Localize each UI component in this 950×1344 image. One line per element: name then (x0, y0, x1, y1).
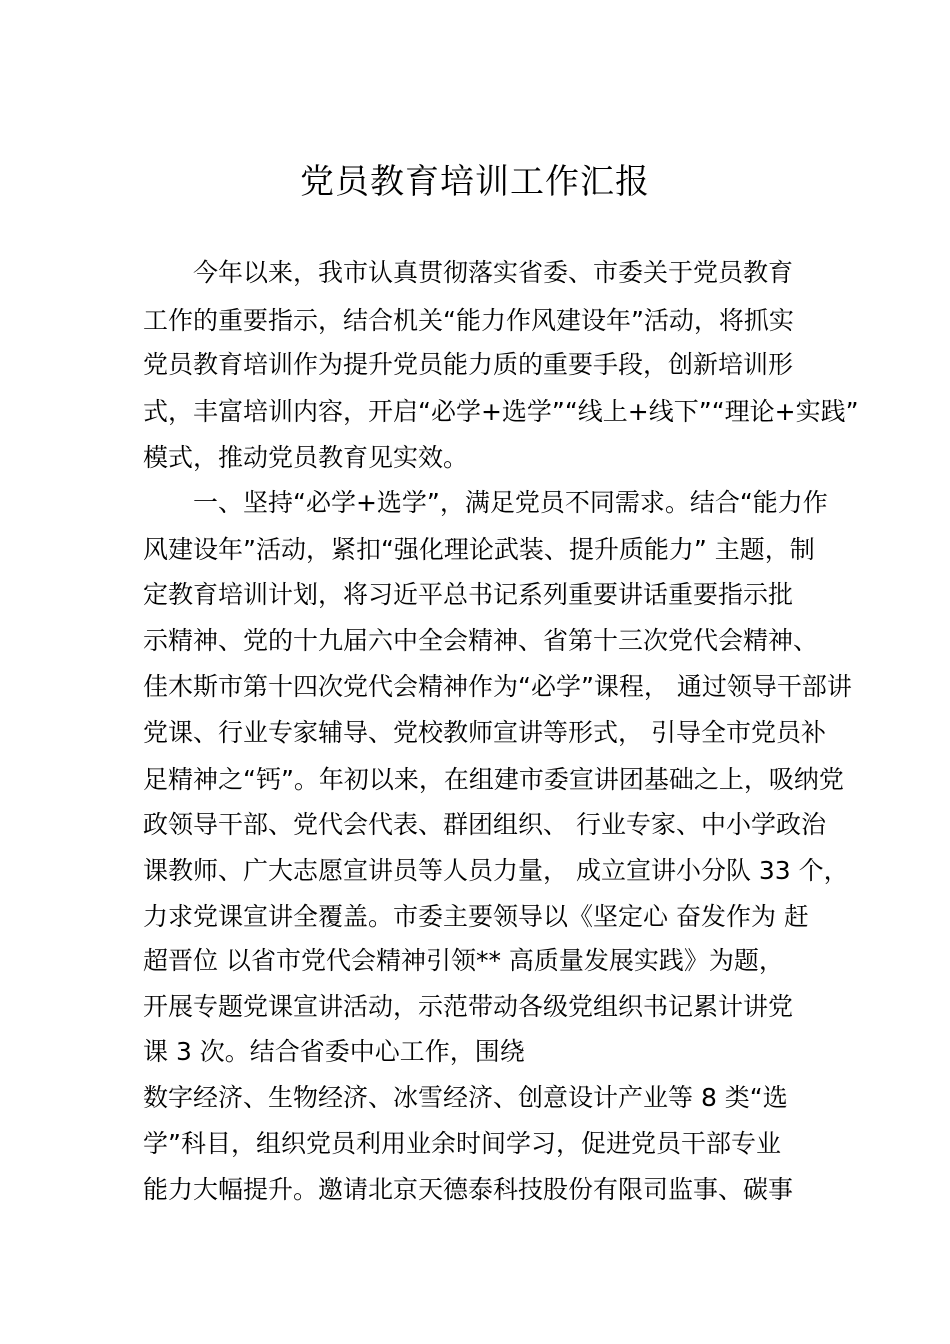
body-line-17: 开展专题党课宣讲活动，示范带动各级党组织书记累计讲党 (143, 992, 794, 1021)
body-line-9: 示精神、党的十九届六中全会精神、省第十三次党代会精神、 (143, 626, 819, 655)
body-line-13: 政领导干部、党代会代表、群团组织、 行业专家、中小学政治 (143, 810, 826, 839)
body-line-1: 今年以来，我市认真贯彻落实省委、市委关于党员教育 (193, 258, 794, 287)
body-line-2: 工作的重要指示，结合机关“能力作风建设年”活动，将抓实 (143, 306, 794, 335)
body-line-11: 党课、行业专家辅导、党校教师宣讲等形式， 引导全市党员补 (143, 718, 826, 747)
body-line-21: 能力大幅提升。邀请北京天德泰科技股份有限司监事、碳事 (143, 1175, 794, 1204)
body-line-7: 风建设年”活动，紧扣“强化理论武装、提升质能力” 主题，制 (143, 535, 815, 564)
body-line-4: 式，丰富培训内容，开启“必学+选学”“线上+线下”“理论+实践” (143, 397, 859, 426)
body-line-18: 课 3 次。结合省委中心工作，围绕 (143, 1037, 525, 1066)
body-line-10: 佳木斯市第十四次党代会精神作为“必学”课程， 通过领导干部讲 (143, 672, 852, 701)
body-line-5: 模式，推动党员教育见实效。 (143, 443, 469, 472)
body-line-3: 党员教育培训作为提升党员能力质的重要手段，创新培训形 (143, 350, 794, 379)
body-line-15: 力求党课宣讲全覆盖。市委主要领导以《坚定心 奋发作为 赶 (143, 902, 809, 931)
body-line-6: 一、坚持“必学+选学”，满足党员不同需求。结合“能力作 (193, 488, 828, 517)
body-line-14: 课教师、广大志愿宣讲员等人员力量， 成立宣讲小分队 33 个， (143, 856, 849, 885)
body-line-19: 数字经济、生物经济、冰雪经济、创意设计产业等 8 类“选 (143, 1083, 788, 1112)
body-line-20: 学”科目，组织党员利用业余时间学习，促进党员干部专业 (143, 1129, 781, 1158)
body-line-8: 定教育培训计划，将习近平总书记系列重要讲话重要指示批 (143, 580, 794, 609)
body-line-16: 超晋位 以省市党代会精神引领** 高质量发展实践》为题， (143, 946, 784, 975)
document-title: 党员教育培训工作汇报 (300, 162, 650, 202)
body-line-12: 足精神之“钙”。年初以来，在组建市委宣讲团基础之上，吸纳党 (143, 765, 844, 794)
